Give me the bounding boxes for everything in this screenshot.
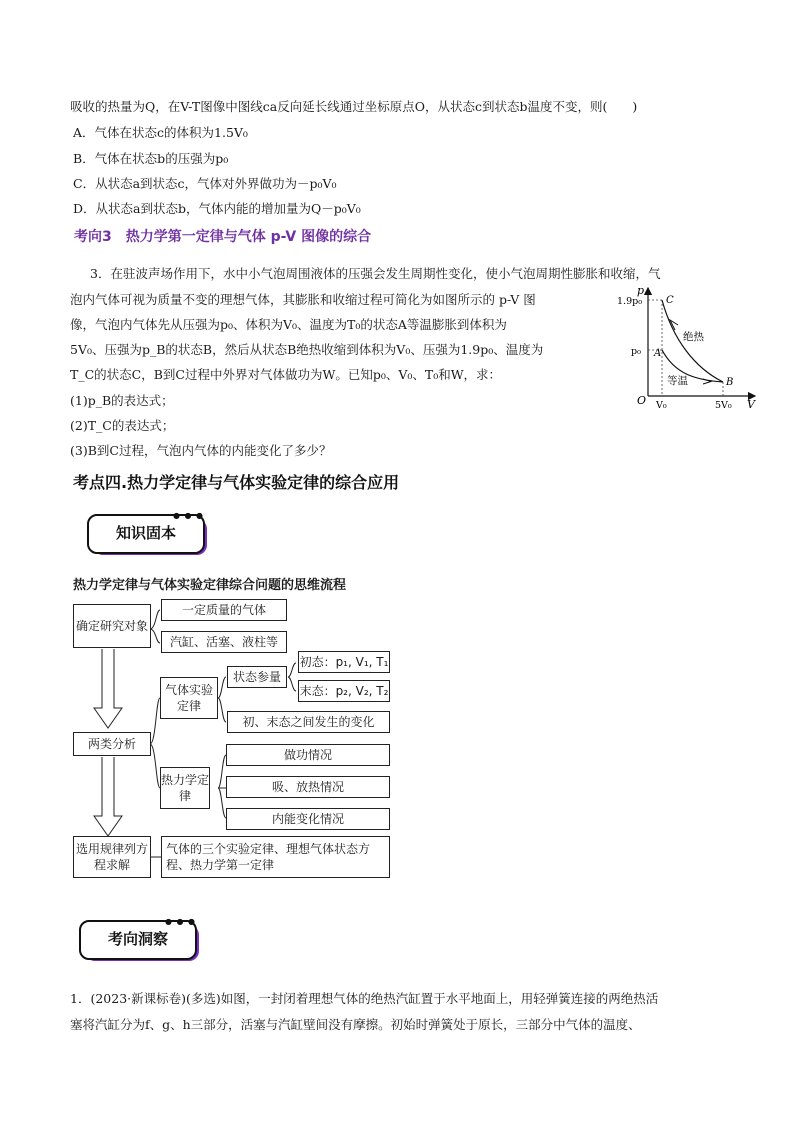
flow-box-choose-law: 选用规律列方程求解	[73, 836, 151, 878]
label-isothermal: 等温	[667, 375, 688, 387]
option-c: C．从状态a到状态c，气体对外界做功为－p₀V₀	[73, 176, 337, 191]
flow-box-work: 做功情况	[226, 744, 390, 766]
p-axis-label: p	[637, 284, 645, 297]
question-stem: 吸收的热量为Q，在V-T图像中图线ca反向延长线通过坐标原点O，从状态c到状态b温度不变，则( )	[70, 99, 638, 114]
flow-box-initial: 初态：p₁, V₁, T₁	[298, 651, 390, 673]
pv-graph	[615, 282, 765, 412]
flow-box-gas-law: 气体实验定律	[160, 677, 218, 719]
label-adiabatic: 绝热	[683, 331, 704, 343]
flow-box-thermo-law: 热力学定律	[160, 767, 210, 809]
section4-title: 考点四.热力学定律与气体实验定律的综合应用	[73, 473, 400, 492]
point-a: A	[654, 348, 662, 359]
tick-v0: V₀	[656, 400, 667, 411]
flow-box-object: 确定研究对象	[73, 604, 151, 648]
flow-box-two-analysis: 两类分析	[73, 732, 151, 756]
tick-5v0: 5V₀	[715, 400, 732, 411]
insight-badge: ● ● ● 考向洞察	[79, 920, 203, 964]
point-b: B	[726, 377, 734, 388]
flow-box-change: 初、末态之间发生的变化	[227, 711, 390, 733]
q1-line-2: 塞将汽缸分为f、g、h三部分，活塞与汽缸壁间没有摩擦。初始时弹簧处于原长，三部分中气体的温度、	[70, 1017, 641, 1032]
origin-label: O	[637, 394, 647, 407]
knowledge-badge-label: 知识固本	[115, 524, 176, 542]
option-a: A．气体在状态c的体积为1.5V₀	[73, 125, 248, 140]
q1-line-1: 1．(2023·新课标卷)(多选)如图，一封闭着理想气体的绝热汽缸置于水平地面上，用轻弹簧连接的两绝热活	[70, 991, 659, 1006]
tick-1-9p0: 1.9p₀	[617, 296, 642, 307]
flow-box-gas-mass: 一定质量的气体	[161, 599, 287, 621]
q3-sub-2: (2)T_C的表达式；	[70, 418, 175, 433]
knowledge-badge: ● ● ● 知识固本	[87, 514, 211, 558]
flow-box-cylinder: 汽缸、活塞、液柱等	[161, 631, 287, 653]
q3-line-5: T_C的状态C，B到C过程中外界对气体做功为W。已知p₀、V₀、T₀和W，求：	[70, 367, 502, 382]
q3-sub-1: (1)p_B的表达式；	[70, 393, 174, 408]
flow-box-laws: 气体的三个实验定律、理想气体状态方程、热力学第一定律	[161, 836, 390, 878]
flow-box-internal-energy: 内能变化情况	[226, 808, 390, 830]
option-b: B．气体在状态b的压强为p₀	[73, 151, 229, 166]
q3-line-3: 像，气泡内气体先从压强为p₀、体积为V₀、温度为T₀的状态A等温膨胀到体积为	[70, 317, 507, 332]
point-c: C	[666, 295, 674, 306]
q3-sub-3: (3)B到C过程，气泡内气体的内能变化了多少？	[70, 443, 332, 458]
tick-p0: p₀	[631, 346, 641, 357]
option-d: D．从状态a到状态b，气体内能的增加量为Q－p₀V₀	[73, 201, 361, 216]
q3-line-4: 5V₀、压强为p_B的状态B，然后从状态B绝热收缩到体积为V₀、压强为1.9p₀、温度为	[70, 342, 544, 357]
q3-line-1: 3．在驻波声场作用下，水中小气泡周围液体的压强会发生周期性变化，使小气泡周期性膨胀和收缩，气	[90, 266, 661, 281]
flow-box-heat: 吸、放热情况	[226, 776, 390, 798]
direction3-heading: 考向3 热力学第一定律与气体 p-V 图像的综合	[74, 229, 372, 245]
flow-box-state-params: 状态参量	[227, 666, 287, 688]
flow-title: 热力学定律与气体实验定律综合问题的思维流程	[73, 578, 347, 593]
flow-box-final: 末态：p₂, V₂, T₂	[298, 680, 390, 702]
insight-badge-label: 考向洞察	[107, 930, 168, 948]
v-axis-label: V	[747, 398, 755, 411]
q3-line-2: 泡内气体可视为质量不变的理想气体，其膨胀和收缩过程可简化为如图所示的 p-V 图	[70, 292, 536, 307]
